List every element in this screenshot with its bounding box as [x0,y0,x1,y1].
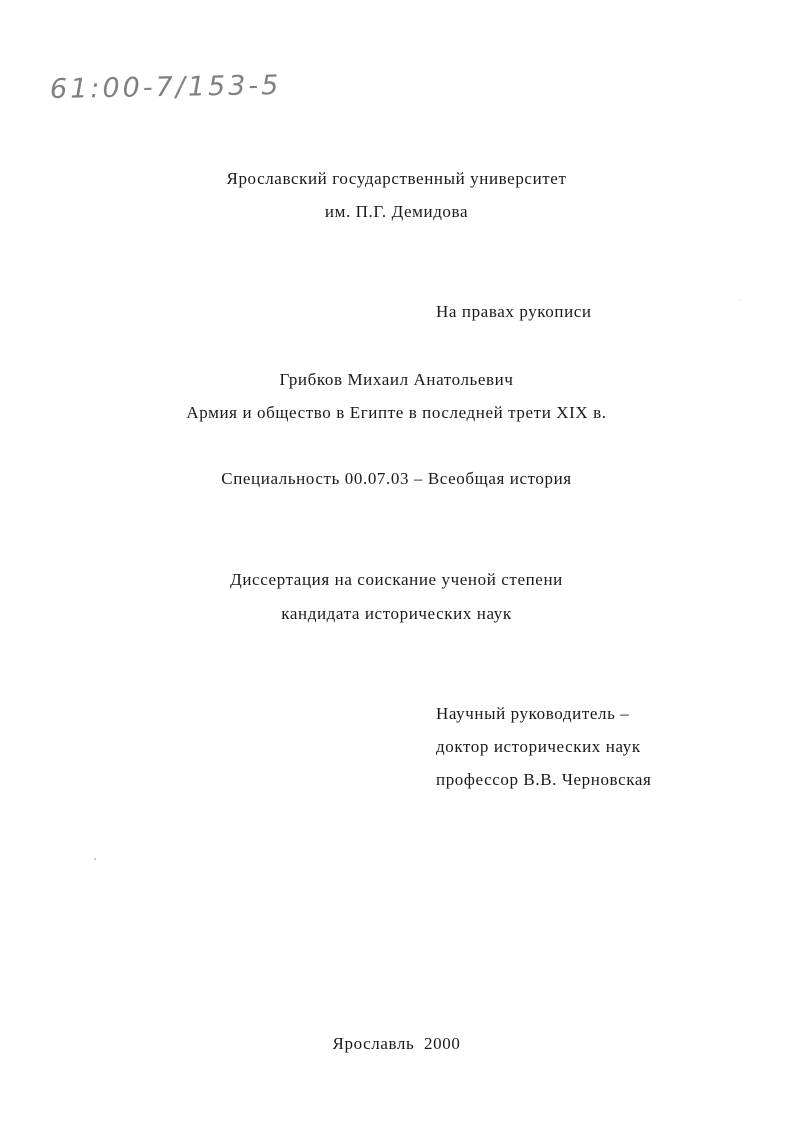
author-name: Грибков Михаил Анатольевич [279,370,514,389]
supervisor-label: Научный руководитель – [436,704,630,723]
scan-speck [740,300,741,301]
university-name: Ярославский государственный университет [226,169,567,188]
specialty: Специальность 00.07.03 – Всеобщая история [221,469,572,488]
degree-line-2: кандидата исторических наук [281,604,512,623]
archive-code-handwritten: 61:00-7/153-5 [49,69,282,106]
degree-line-1: Диссертация на соискание ученой степени [230,570,563,589]
scan-speck [94,858,96,860]
place-and-year: Ярославль 2000 [332,1034,461,1053]
supervisor-name: профессор В.В. Черновская [436,770,652,789]
university-named-after: им. П.Г. Демидова [324,202,469,221]
manuscript-rights: На правах рукописи [436,302,592,321]
supervisor-degree: доктор исторических наук [436,737,641,756]
dissertation-title: Армия и общество в Египте в последней трети XIX в. [186,403,607,422]
